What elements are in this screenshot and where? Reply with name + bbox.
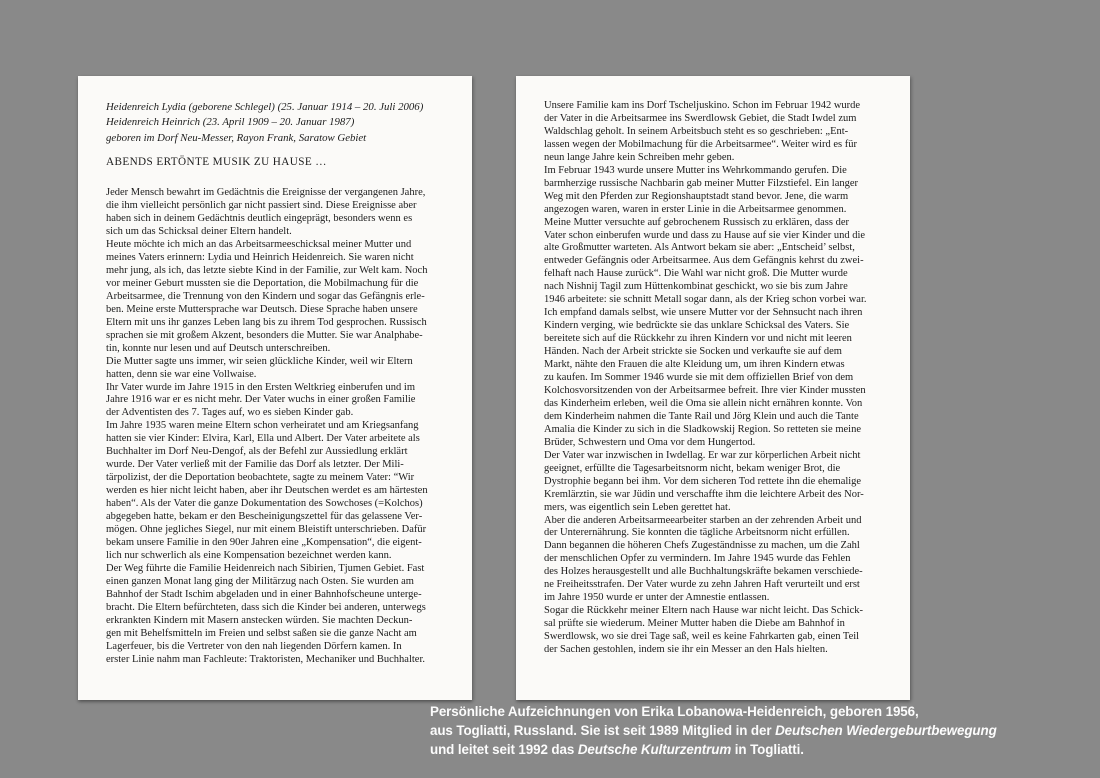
text-line: mers, was eigentlich sein Leben gerettet hat. bbox=[544, 501, 731, 513]
text-line: lassen wegen der Mobilmachung für die Arbeitsarmee“. Weiter wird es für bbox=[544, 138, 857, 150]
right-page-body bbox=[544, 100, 884, 657]
text-line: bereitete sich auf die Rückkehr zu ihren Kindern vor und nicht mit leeren bbox=[544, 333, 852, 345]
left-page bbox=[78, 76, 472, 700]
caption-text-segment: aus Togliatti, Russland. Sie ist seit 1989 Mitglied in der bbox=[430, 722, 776, 738]
text-line: der menschlichen Opfer zu vermindern. Im Jahre 1945 wurde das Fehlen bbox=[544, 553, 851, 565]
text-line: erkrankten Kindern mit Masern anstecken würden. Sie machten Deckun- bbox=[106, 614, 413, 626]
text-line: Der Weg führte die Familie Heidenreich nach Sibirien, Tjumen Gebiet. Fast bbox=[106, 562, 425, 574]
text-line: Vater schon einberufen wurde und dass zu Hause auf sie vier Kinder und die bbox=[544, 229, 866, 241]
text-line: tin, konnte nur lesen und auf Deutsch unterschreiben. bbox=[106, 342, 331, 354]
text-line: dem Kinderheim nahmen die Tante Rail und Jörg Klein und auch die Tante bbox=[544, 410, 859, 422]
text-line: lich nur schwerlich als eine Kompensation bezeichnet werden kann. bbox=[106, 549, 392, 561]
text-line: werden es hier nicht leicht haben, aber ihr Deutschen werdet es am härtesten bbox=[106, 485, 428, 497]
text-line: wurde. Der Vater verließ mit der Familie das Dorf als letzter. Der Mili- bbox=[106, 459, 404, 471]
right-page bbox=[516, 76, 910, 700]
text-line: Der Vater war inzwischen in Iwdellag. Er war zur körperlichen Arbeit nicht bbox=[544, 449, 861, 461]
text-line: Amalia die Kinder zu sich in die Sladkowskij Region. So retteten sie meine bbox=[544, 423, 861, 435]
text-line: abgegeben hatte, bekam er den Bescheinigungszettel für das gelassene Ver- bbox=[106, 511, 423, 523]
text-line: der Vater in die Arbeitsarmee ins Swerdlowsk Gebiet, die Stadt Iwdel zum bbox=[544, 112, 857, 124]
text-line: Ihr Vater wurde im Jahre 1915 in den Ersten Weltkrieg einberufen und im bbox=[106, 381, 416, 393]
text-line: der Sachen gestohlen, indem sie ihr ein Messer an den Hals hielten. bbox=[544, 644, 828, 656]
text-line: meines Vaters erinnern: Lydia und Heinrich Heidenreich. Sie waren nicht bbox=[106, 251, 414, 263]
text-line: alte Großmutter warteten. Als Antwort bekam sie aber: „Entscheid’ selbst, bbox=[544, 242, 855, 254]
text-line: neun lange Jahre kein Schreiben mehr geben. bbox=[544, 151, 735, 163]
text-line: Sogar die Rückkehr meiner Eltern nach Hause war nicht leicht. Das Schick- bbox=[544, 605, 863, 617]
text-line: Unsere Familie kam ins Dorf Tscheljuskino. Schon im Februar 1942 wurde bbox=[544, 100, 861, 111]
text-line: Jeder Mensch bewahrt im Gedächtnis die Ereignisse der vergangenen Jahre, bbox=[106, 187, 426, 199]
text-line: tärpolizist, der die Deportation beobachtete, sagte zu meinem Vater: “Wir bbox=[106, 472, 415, 484]
text-line: geeignet, erfüllte die Tagesarbeitsnorm nicht, bekam weniger Brot, die bbox=[544, 462, 841, 474]
text-line: Eltern mit uns ihr ganzes Leben lang bis zu ihrem Tod gesprochen. Russisch bbox=[106, 316, 427, 328]
document-title: ABENDS ERTÖNTE MUSIK ZU HAUSE … bbox=[106, 156, 327, 169]
text-line: sich um das Schicksal deiner Eltern handelt. bbox=[106, 226, 292, 238]
text-line: angezogen waren, waren in erster Linie in die Arbeitsarmee genommen. bbox=[544, 203, 847, 215]
text-line: vor meiner Geburt mussten sie die Deportation, die Mobilmachung für die bbox=[106, 277, 419, 289]
text-line: haben“. Als der Vater die ganze Dokumentation des Sowchoses (=Kolchos) bbox=[106, 498, 423, 510]
text-line: Lagerfeuer, bis die Vertreter von den nah liegenden Dörfern kamen. In bbox=[106, 640, 402, 652]
text-line: Im Jahre 1935 waren meine Eltern schon verheiratet und am Kriegsanfang bbox=[106, 420, 419, 432]
header-line: Heidenreich Lydia (geborene Schlegel) (25. Januar 1914 – 20. Juli 2006) bbox=[106, 101, 424, 113]
caption-line bbox=[430, 703, 1030, 722]
text-line: Kolchosvorsitzenden von der Arbeitsarmee befreit. Ihre vier Kinder mussten bbox=[544, 384, 866, 396]
header-line: Heidenreich Heinrich (23. April 1909 – 20. Januar 1987) bbox=[106, 116, 355, 129]
text-line: hatten, denn sie war eine Vollwaise. bbox=[106, 368, 257, 380]
text-line: des Holzes herausgestellt und alle Buchhaltungskräfte bekamen verschiede- bbox=[544, 566, 863, 578]
text-line: sal prüfte sie wiederum. Meiner Mutter haben die Diebe am Bahnhof in bbox=[544, 618, 845, 630]
caption-italic-segment: Deutsche Kulturzentrum bbox=[577, 741, 732, 757]
header-line: geboren im Dorf Neu-Messer, Rayon Frank, Saratow Gebiet bbox=[106, 131, 367, 144]
photo-caption bbox=[430, 703, 1030, 759]
caption-line bbox=[430, 722, 1030, 741]
text-line: bekam unsere Familie in den 90er Jahren eine „Kompensation“, die eigent- bbox=[106, 536, 422, 548]
left-page-body bbox=[106, 187, 446, 666]
left-page-content bbox=[78, 76, 472, 666]
text-line: der Unterernährung. Sie konnten die tägliche Arbeitsnorm nicht erfüllen. bbox=[544, 527, 850, 539]
text-line: nach Nishnij Tagil zum Hüttenkombinat geschickt, wo sie bis zum Jahre bbox=[544, 281, 848, 293]
text-line: haben sich in deinem Gedächtnis deutlich eingeprägt, besonders wenn es bbox=[106, 213, 413, 225]
text-line: Aber die anderen Arbeitsarmeearbeiter starben an der zehrenden Arbeit und bbox=[544, 514, 862, 526]
text-line: Bahnhof der Stadt Ischim abgeladen und in einer Bahnhofscheune unterge- bbox=[106, 588, 422, 600]
text-line: der Adventisten des 7. Tages auf, wo es sieben Kinder gab. bbox=[106, 407, 354, 419]
text-line: Markt, nähte den Frauen die alte Kleidung um, um ihren Kindern etwas bbox=[544, 359, 845, 371]
text-line: Kindern verging, wie bedrückte sie das unklare Schicksal des Vaters. Sie bbox=[544, 320, 850, 332]
text-line: bracht. Die Eltern befürchteten, dass sich die Kinder bei anderen, unterwegs bbox=[106, 601, 426, 613]
text-line: gen mit Behelfsmitteln im Freien und selbst saßen sie die ganze Nacht am bbox=[106, 627, 417, 639]
text-line: mehr jung, als ich, das letzte siebte Kind in der Familie, zur Welt kam. Noch bbox=[106, 264, 428, 276]
caption-italic-segment: Deutschen Wiedergeburtbewegung bbox=[775, 722, 997, 738]
text-line: entweder Gefängnis oder Arbeitsarmee. Aus dem Gefängnis kehrst du zwei- bbox=[544, 255, 864, 267]
text-line: mögen. Ohne jegliches Siegel, nur mit einem Bleistift unterschrieben. Dafür bbox=[106, 524, 427, 535]
text-line: barmherzige russische Nachbarin gab meiner Mutter Filzstiefel. Ein langer bbox=[544, 177, 859, 189]
text-line: Brüder, Schwestern und Oma vor dem Hungertod. bbox=[544, 436, 756, 448]
text-line: die ihm vielleicht persönlich gar nicht passiert sind. Diese Ereignisse aber bbox=[106, 200, 417, 212]
text-line: Swerdlowsk, wo sie drei Tage saß, weil es keine Fahrkarten gab, einen Teil bbox=[544, 631, 860, 643]
caption-text-segment: und leitet seit 1992 das bbox=[430, 741, 578, 757]
text-line: Jahre 1916 war er es nicht mehr. Der Vater wuchs in einer großen Familie bbox=[106, 394, 416, 406]
text-line: im Jahre 1950 wurde er unter der Amnestie entlassen. bbox=[544, 592, 770, 604]
text-line: Arbeitsarmee, die Trennung von den Kindern und sogar das Gefängnis erle- bbox=[106, 290, 425, 302]
text-line: Dann begannen die höheren Chefs Zugeständnisse zu machen, um die Zahl bbox=[544, 540, 860, 552]
text-line: ben. Meine erste Muttersprache war Deutsch. Diese Sprache haben unsere bbox=[106, 303, 418, 315]
text-line: ne Freiheitsstrafen. Der Vater wurde zu zehn Jahren Haft verurteilt und erst bbox=[544, 579, 860, 591]
text-line: Buchhalter im Dorf Neu-Dengof, als der Befehl zur Aussiedlung erklärt bbox=[106, 446, 408, 458]
text-line: Ich empfand damals selbst, wie unsere Mutter vor der Sehnsucht nach ihren bbox=[544, 307, 863, 319]
text-line: erster Linie nahm man Fachleute: Traktoristen, Mechaniker und Buchhalter. bbox=[106, 653, 425, 665]
caption-text-segment: in Togliatti. bbox=[731, 741, 804, 757]
text-line: Kremlärztin, sie war Jüdin und verschaffte ihm die leichtere Arbeit des Nor- bbox=[544, 488, 864, 500]
text-line: Im Februar 1943 wurde unsere Mutter ins Wehrkommando gerufen. Die bbox=[544, 164, 847, 176]
text-line: Heute möchte ich mich an das Arbeitsarmeeschicksal meiner Mutter und bbox=[106, 239, 412, 251]
right-page-content bbox=[516, 76, 910, 657]
text-line: hatten sie vier Kinder: Elvira, Karl, Ella und Albert. Der Vater arbeitete als bbox=[106, 433, 420, 445]
text-line: Die Mutter sagte uns immer, wir seien glückliche Kinder, weil wir Eltern bbox=[106, 355, 413, 367]
text-line: Händen. Nach der Arbeit strickte sie Socken und verkaufte sie auf dem bbox=[544, 346, 842, 358]
text-line: felhaft nach Hause zurück“. Die Wahl war nicht groß. Die Mutter wurde bbox=[544, 268, 848, 280]
text-line: Weg mit den Pferden zur Regionshauptstadt stand bevor. Jene, die warm bbox=[544, 190, 849, 202]
text-line: einen ganzen Monat lang ging der Militärzug nach Osten. Sie wurden am bbox=[106, 575, 414, 587]
text-line: Waldschlag geholt. In seinem Arbeitsbuch steht es so geschrieben: „Ent- bbox=[544, 125, 849, 137]
text-line: zu kaufen. Im Sommer 1946 wurde sie mit dem offiziellen Brief von dem bbox=[544, 372, 854, 384]
text-line: Meine Mutter versuchte auf gebrochenem Russisch zu erklären, dass der bbox=[544, 216, 849, 228]
caption-text-segment: Persönliche Aufzeichnungen von Erika Lobanowa-Heidenreich, geboren 1956, bbox=[430, 704, 919, 719]
text-line: 1946 arbeitete: sie schnitt Metall sogar dann, als der Krieg schon vorbei war. bbox=[544, 294, 867, 306]
text-line: sprachen sie mit großem Akzent, besonders die Mutter. Sie war Analphabe- bbox=[106, 329, 423, 341]
caption-line bbox=[430, 741, 1030, 760]
text-line: das Kinderheim erleben, weil die Oma sie allein nicht ernähren konnte. Von bbox=[544, 397, 863, 409]
document-header bbox=[106, 100, 446, 146]
text-line: Dystrophie begann bei ihm. Vor dem sicheren Tod rettete ihn die ehemalige bbox=[544, 475, 862, 487]
